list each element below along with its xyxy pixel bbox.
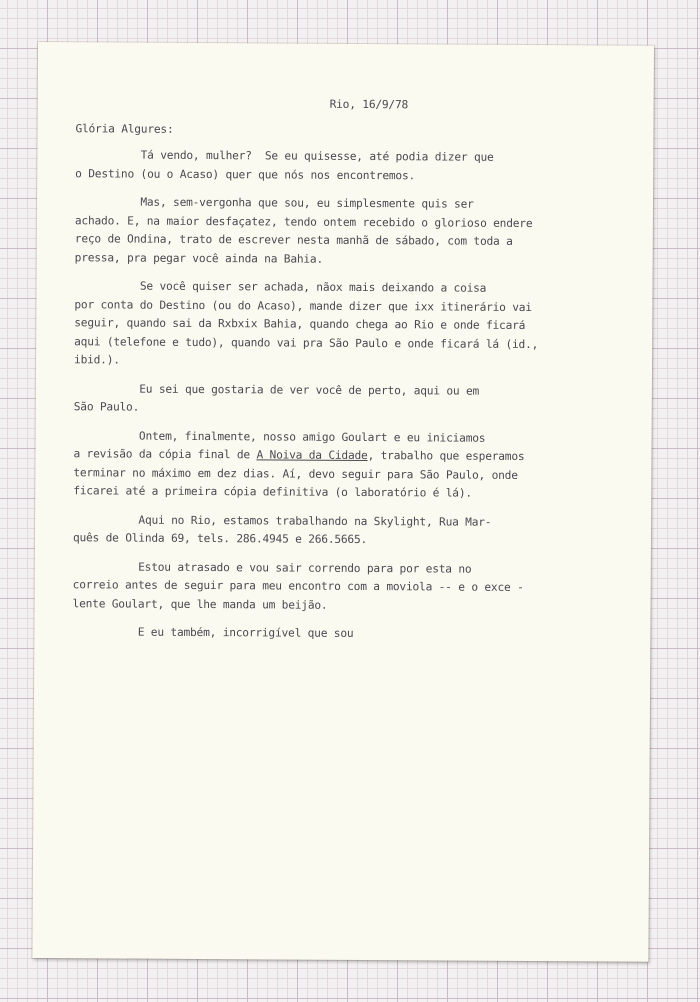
- letter-paragraph: [75, 193, 539, 270]
- letter-paragraph: [73, 558, 537, 616]
- letter-line: correio antes de seguir para meu encontro com a moviola -- e o exce -: [72, 578, 524, 594]
- letter-paragraph: [74, 277, 539, 372]
- letter-dateline: Rio, 16/9/78: [329, 97, 409, 112]
- film-title: A Noiva da Cidade: [256, 448, 368, 463]
- letter-line: aqui (telefone e tudo), quando vai pra São Paulo e onde ficará lá (id.,: [74, 334, 539, 351]
- letter-line: Tá vendo, mulher? Se eu quisesse, até podia dizer que: [75, 148, 494, 164]
- letter-paragraph: [72, 623, 536, 644]
- letter-line: Ontem, finalmente, nosso amigo Goulart e eu iniciamos: [73, 428, 486, 445]
- letter-paragraph: [74, 380, 538, 420]
- letter-salutation: Glória Algures:: [75, 122, 174, 136]
- letter-text: a revisão da cópia final de: [73, 447, 257, 462]
- letter-line: seguir, quando sai da Rxbxix Bahia, quando chega ao Rio e onde ficará: [74, 316, 526, 332]
- letter-paragraph: [73, 511, 537, 551]
- letter-line: lente Goulart, que lhe manda um beijão.: [72, 596, 328, 612]
- letter-text: , trabalho que esperamos: [367, 449, 525, 463]
- letter-line: pressa, pra pegar você ainda na Bahia.: [74, 250, 324, 266]
- letter-line: ibid.).: [74, 353, 120, 367]
- letter-line: ficarei até a primeira cópia definitiva (o laboratório é lá).: [73, 484, 472, 500]
- letter-paragraph: [75, 146, 539, 186]
- letter-paragraph: [73, 427, 537, 504]
- letter-line: Eu sei que gostaria de ver você de perto, aqui ou em: [73, 381, 480, 398]
- letter-body: [72, 146, 539, 644]
- letter-line: Mas, sem-vergonha que sou, eu simplesmente quis ser: [74, 195, 474, 211]
- letter-line: Aqui no Rio, estamos trabalhando na Skylight, Rua Mar-: [73, 512, 492, 529]
- letter-line: reço de Ondina, trato de escrever nesta manhã de sábado, com toda a: [74, 232, 513, 248]
- letter-line: [73, 445, 537, 466]
- letter-line: terminar no máximo em dez dias. Aí, devo seguir para São Paulo, onde: [73, 465, 518, 482]
- letter-line: o Destino (ou o Acaso) quer que nós nos encontremos.: [75, 166, 416, 182]
- letter-line: Estou atrasado e vou sair correndo para por esta no: [72, 559, 472, 576]
- letter-line: E eu também, incorrigível que sou: [72, 625, 354, 640]
- letter-line: por conta do Destino (ou do Acaso), mande dizer que ixx itinerário vai: [74, 297, 532, 314]
- letter-line: quês de Olinda 69, tels. 286.4945 e 266.5665.: [72, 531, 368, 547]
- letter-line: achado. E, na maior desfaçatez, tendo ontem recebido o glorioso endere: [74, 213, 533, 230]
- letter-line: Se você quiser ser achada, nãox mais deixando a coisa: [74, 279, 487, 295]
- letter-line: São Paulo.: [73, 400, 140, 414]
- letter-sheet: [32, 42, 654, 962]
